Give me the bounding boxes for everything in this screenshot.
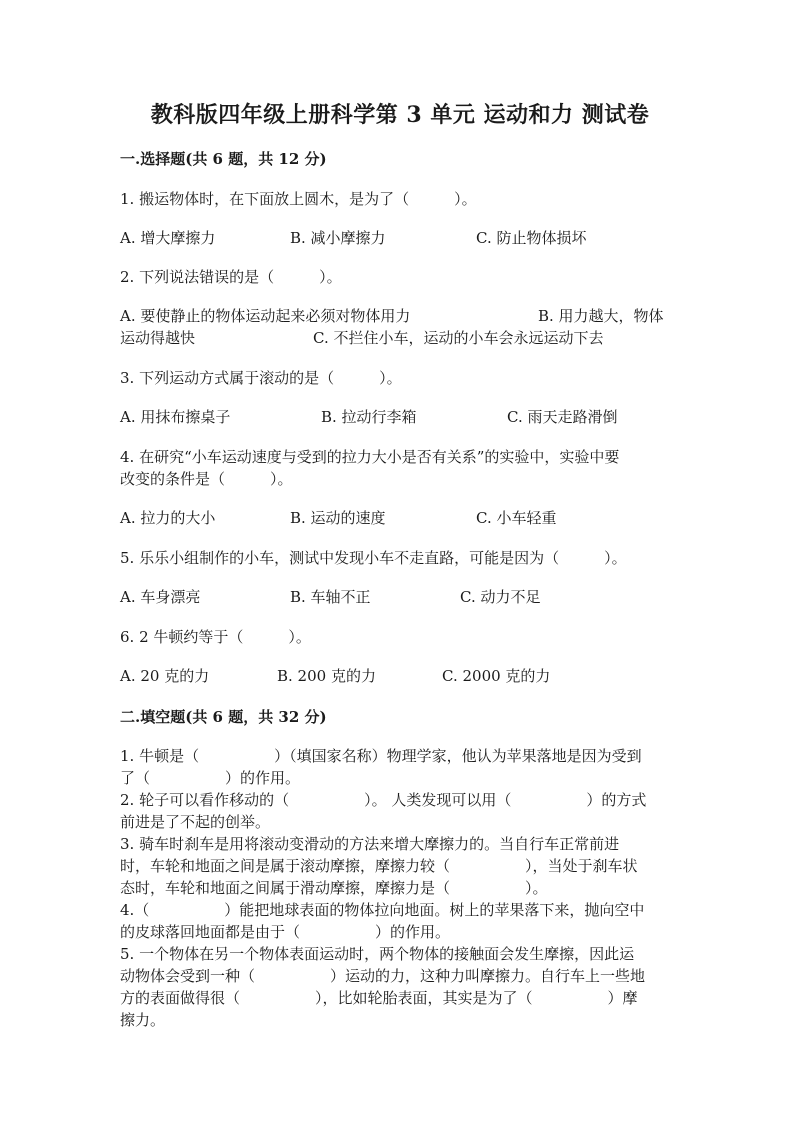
question-stem: 3. 下列运动方式属于滚动的是（ ）。 <box>120 369 402 387</box>
question-option: B. 拉动行李箱 <box>321 408 417 426</box>
fill-line: 3. 骑车时刹车是用将滚动变滑动的方法来增大摩擦力的。当自行车正常前进 <box>120 835 620 853</box>
question-option: A. 20 克的力 <box>120 667 210 685</box>
question-option: B. 减小摩擦力 <box>290 229 386 247</box>
section-heading-choice: 一.选择题(共 6 题，共 12 分) <box>120 150 327 168</box>
page-title: 教科版四年级上册科学第 3 单元 运动和力 测试卷 <box>150 102 650 128</box>
question-option: B. 运动的速度 <box>290 509 386 527</box>
fill-line: 动物体会受到一种（ ）运动的力，这种力叫摩擦力。自行车上一些地 <box>120 967 646 985</box>
question-option: A. 车身漂亮 <box>120 588 201 606</box>
fill-line: 的皮球落回地面都是由于（ ）的作用。 <box>120 923 451 941</box>
question-stem: 1. 搬运物体时，在下面放上圆木，是为了（ ）。 <box>120 190 477 208</box>
fill-line: 5. 一个物体在另一个物体表面运动时，两个物体的接触面会发生摩擦，因此运 <box>120 945 635 963</box>
question-stem: 5. 乐乐小组制作的小车，测试中发现小车不走直路，可能是因为（ ）。 <box>120 549 627 567</box>
question-option: C. 不拦住小车，运动的小车会永远运动下去 <box>313 329 604 347</box>
question-option: C. 雨天走路滑倒 <box>507 408 618 426</box>
question-option: A. 增大摩擦力 <box>120 229 216 247</box>
question-option: A. 拉力的大小 <box>120 509 216 527</box>
fill-line: 时，车轮和地面之间是属于滚动摩擦，摩擦力较（ ），当处于刹车状 <box>120 857 638 875</box>
section-heading-fill: 二.填空题(共 6 题，共 32 分) <box>120 708 327 726</box>
question-option: A. 要使静止的物体运动起来必须对物体用力 <box>120 307 411 325</box>
fill-line: 4.（ ）能把地球表面的物体拉向地面。树上的苹果落下来，抛向空中 <box>120 901 645 919</box>
question-option: C. 小车轻重 <box>476 509 557 527</box>
question-option: C. 动力不足 <box>460 588 541 606</box>
fill-line: 1. 牛顿是（ ）（填国家名称）物理学家，他认为苹果落地是因为受到 <box>120 747 642 765</box>
question-option: B. 用力越大，物体 <box>538 307 664 325</box>
fill-line: 擦力。 <box>120 1011 166 1029</box>
question-stem: 6. 2 牛顿约等于（ ）。 <box>120 628 311 646</box>
fill-line: 了（ ）的作用。 <box>120 769 301 787</box>
fill-line: 态时，车轮和地面之间属于滑动摩擦，摩擦力是（ ）。 <box>120 879 548 897</box>
question-option: 运动得越快 <box>120 329 196 347</box>
question-option: B. 车轴不正 <box>290 588 371 606</box>
question-stem: 改变的条件是（ ）。 <box>120 470 293 488</box>
question-option: C. 2000 克的力 <box>442 667 551 685</box>
fill-line: 前进是了不起的创举。 <box>120 813 271 831</box>
question-stem: 4. 在研究“小车运动速度与受到的拉力大小是否有关系”的实验中，实验中要 <box>120 448 620 466</box>
fill-line: 2. 轮子可以看作移动的（ ）。 人类发现可以用（ ）的方式 <box>120 791 647 809</box>
question-option: A. 用抹布擦桌子 <box>120 408 231 426</box>
question-option: C. 防止物体损坏 <box>476 229 587 247</box>
question-option: B. 200 克的力 <box>277 667 376 685</box>
question-stem: 2. 下列说法错误的是（ ）。 <box>120 268 342 286</box>
fill-line: 方的表面做得很（ ），比如轮胎表面，其实是为了（ ）摩 <box>120 989 638 1007</box>
